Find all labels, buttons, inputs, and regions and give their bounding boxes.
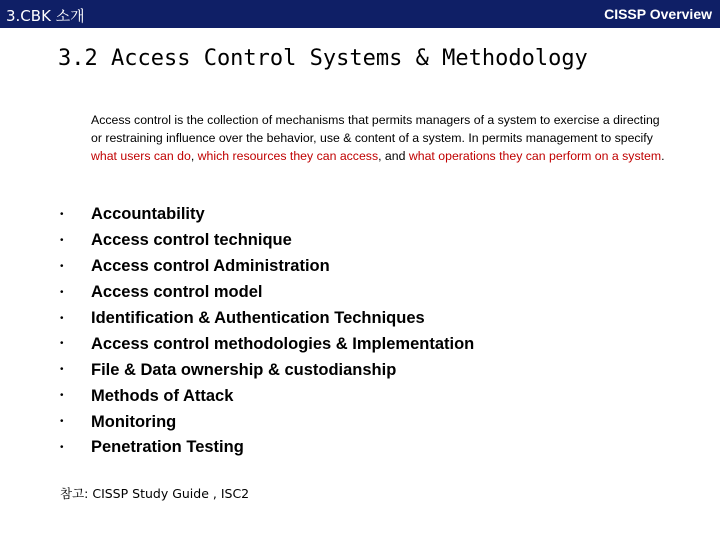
bullet-icon: • — [60, 260, 64, 272]
list-item — [60, 228, 474, 254]
intro-highlight-operations: what operations they can perform on a system — [408, 149, 662, 163]
list-item — [60, 331, 474, 357]
list-item-label: Penetration Testing — [91, 438, 244, 457]
intro-text-2: , — [190, 149, 198, 163]
intro-text-4: . — [661, 149, 665, 163]
list-item — [60, 357, 474, 383]
bullet-icon: • — [60, 441, 64, 453]
topic-list — [60, 202, 474, 461]
list-item — [60, 409, 474, 435]
list-item-label: Identification & Authentication Techniques — [91, 309, 425, 327]
list-item-label: Access control technique — [91, 231, 292, 250]
section-label: 3.CBK 소개 — [6, 7, 85, 25]
course-title: CISSP Overview — [604, 6, 712, 22]
list-item-label: Accountability — [91, 205, 205, 224]
list-item-label: Monitoring — [91, 412, 177, 431]
list-item — [60, 254, 474, 280]
intro-highlight-resources: which resources they can access — [197, 149, 379, 163]
list-item — [60, 306, 474, 332]
bullet-icon: • — [60, 364, 64, 376]
list-item — [60, 435, 474, 461]
list-item-label: Access control methodologies & Implementation — [91, 334, 475, 353]
intro-highlight-users: what users can do — [91, 149, 191, 163]
list-item-label: Access control Administration — [91, 257, 330, 276]
bullet-icon: • — [60, 286, 64, 298]
list-item — [60, 202, 474, 228]
reference-note: 참고: CISSP Study Guide , ISC2 — [60, 486, 250, 501]
bullet-icon: • — [60, 338, 64, 350]
intro-text-1: Access control is the collection of mechanisms that permits managers of a system to exercise a directing or restraining influence over the behavior, use & content of a system. In permits management to specify — [91, 113, 660, 145]
list-item — [60, 280, 474, 306]
slide-title: 3.2 Access Control Systems & Methodology — [58, 46, 588, 71]
header-bar — [0, 0, 720, 28]
bullet-icon: • — [60, 416, 64, 428]
bullet-icon: • — [60, 234, 64, 246]
bullet-icon: • — [60, 208, 64, 220]
list-item-label: File & Data ownership & custodianship — [91, 360, 397, 379]
intro-paragraph — [91, 111, 671, 165]
intro-text-3: , and — [378, 149, 409, 163]
list-item — [60, 383, 474, 409]
list-item-label: Access control model — [91, 283, 263, 302]
list-item-label: Methods of Attack — [91, 386, 234, 405]
bullet-icon: • — [60, 390, 64, 402]
bullet-icon: • — [60, 312, 64, 324]
